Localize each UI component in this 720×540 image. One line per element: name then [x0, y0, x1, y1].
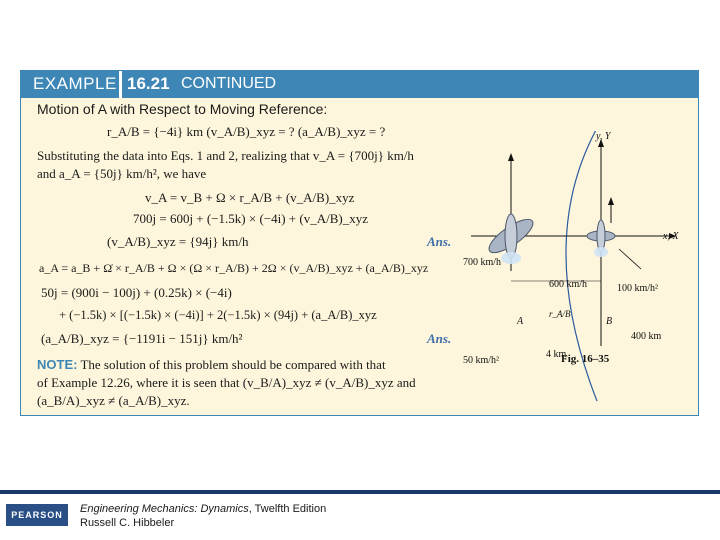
- answer-mark-1: Ans.: [427, 234, 452, 249]
- accel-b-label: 100 km/h²: [617, 283, 659, 294]
- example-banner: [21, 71, 698, 98]
- velocity-a-label: 700 km/h: [463, 257, 502, 268]
- velocity-b-label: 600 km/h: [549, 279, 588, 290]
- y-axis-label: y, Y: [596, 131, 611, 142]
- equation-line-9: + (−1.5k) × [(−1.5k) × (−4i)] + 2(−1.5k) × (94j) + (a_A/B)_xyz: [59, 308, 377, 322]
- answer-mark-2: Ans.: [427, 331, 452, 346]
- note-text-2: of Example 12.26, where it is seen that (v_B/A)_xyz ≠ (v_A/B)_xyz and: [37, 375, 416, 390]
- note-label: NOTE:: [37, 357, 78, 372]
- footer-divider: [0, 490, 720, 494]
- distance-label: 4 km: [546, 349, 567, 360]
- section-heading: Motion of A with Respect to Moving Reference:: [37, 101, 328, 117]
- plane-b: [587, 220, 615, 257]
- text-line-2: Substituting the data into Eqs. 1 and 2, realizing that v_A = {700j} km/h: [37, 148, 414, 163]
- equation-line-7: a_A = a_B + Ω̇ × r_A/B + Ω × (Ω × r_A/B) + 2Ω × (v_A/B)_xyz + (a_A/B)_xyz: [39, 261, 429, 275]
- note-text-3: (a_B/A)_xyz ≠ (a_A/B)_xyz.: [37, 393, 190, 408]
- continued-label: CONTINUED: [181, 75, 277, 92]
- figure-16-35: [451, 131, 696, 401]
- x-axis-label: x, X: [663, 231, 679, 242]
- text-line-3: and a_A = {50j} km/h², we have: [37, 166, 207, 181]
- equation-line-1: r_A/B = {−4i} km (v_A/B)_xyz = ? (a_A/B)_xyz = ?: [107, 124, 386, 139]
- equation-line-5: 700j = 600j + (−1.5k) × (−4i) + (v_A/B)_xyz: [133, 211, 368, 226]
- accel-a-label: 50 km/h²: [463, 355, 500, 366]
- equation-line-8: 50j = (900i − 100j) + (0.25k) × (−4i): [41, 285, 232, 300]
- footer-book-title: [80, 503, 326, 515]
- footer-author: Russell C. Hibbeler: [80, 517, 175, 529]
- radius-label: 400 km: [631, 331, 662, 342]
- book-title: Engineering Mechanics: Dynamics: [80, 503, 249, 515]
- figure-caption: Fig. 16–35: [561, 353, 610, 365]
- book-edition: , Twelfth Edition: [248, 503, 327, 515]
- example-label: EXAMPLE: [33, 74, 117, 93]
- pearson-logo: PEARSON: [6, 504, 68, 526]
- position-vector-label: r_A/B: [549, 309, 571, 319]
- radius-arrow: [619, 249, 641, 269]
- equation-line-10: (a_A/B)_xyz = {−1191i − 151j} km/h²: [41, 331, 243, 346]
- equation-line-4: v_A = v_B + Ω × r_A/B + (v_A/B)_xyz: [145, 190, 355, 205]
- point-b-label: B: [606, 316, 613, 327]
- note-text-1: The solution of this problem should be compared with that: [80, 357, 386, 372]
- banner-divider: [119, 71, 122, 98]
- example-panel: [20, 70, 699, 416]
- equation-line-6: (v_A/B)_xyz = {94j} km/h: [107, 234, 249, 249]
- example-number: 16.21: [127, 74, 170, 93]
- point-a-label: A: [517, 316, 524, 327]
